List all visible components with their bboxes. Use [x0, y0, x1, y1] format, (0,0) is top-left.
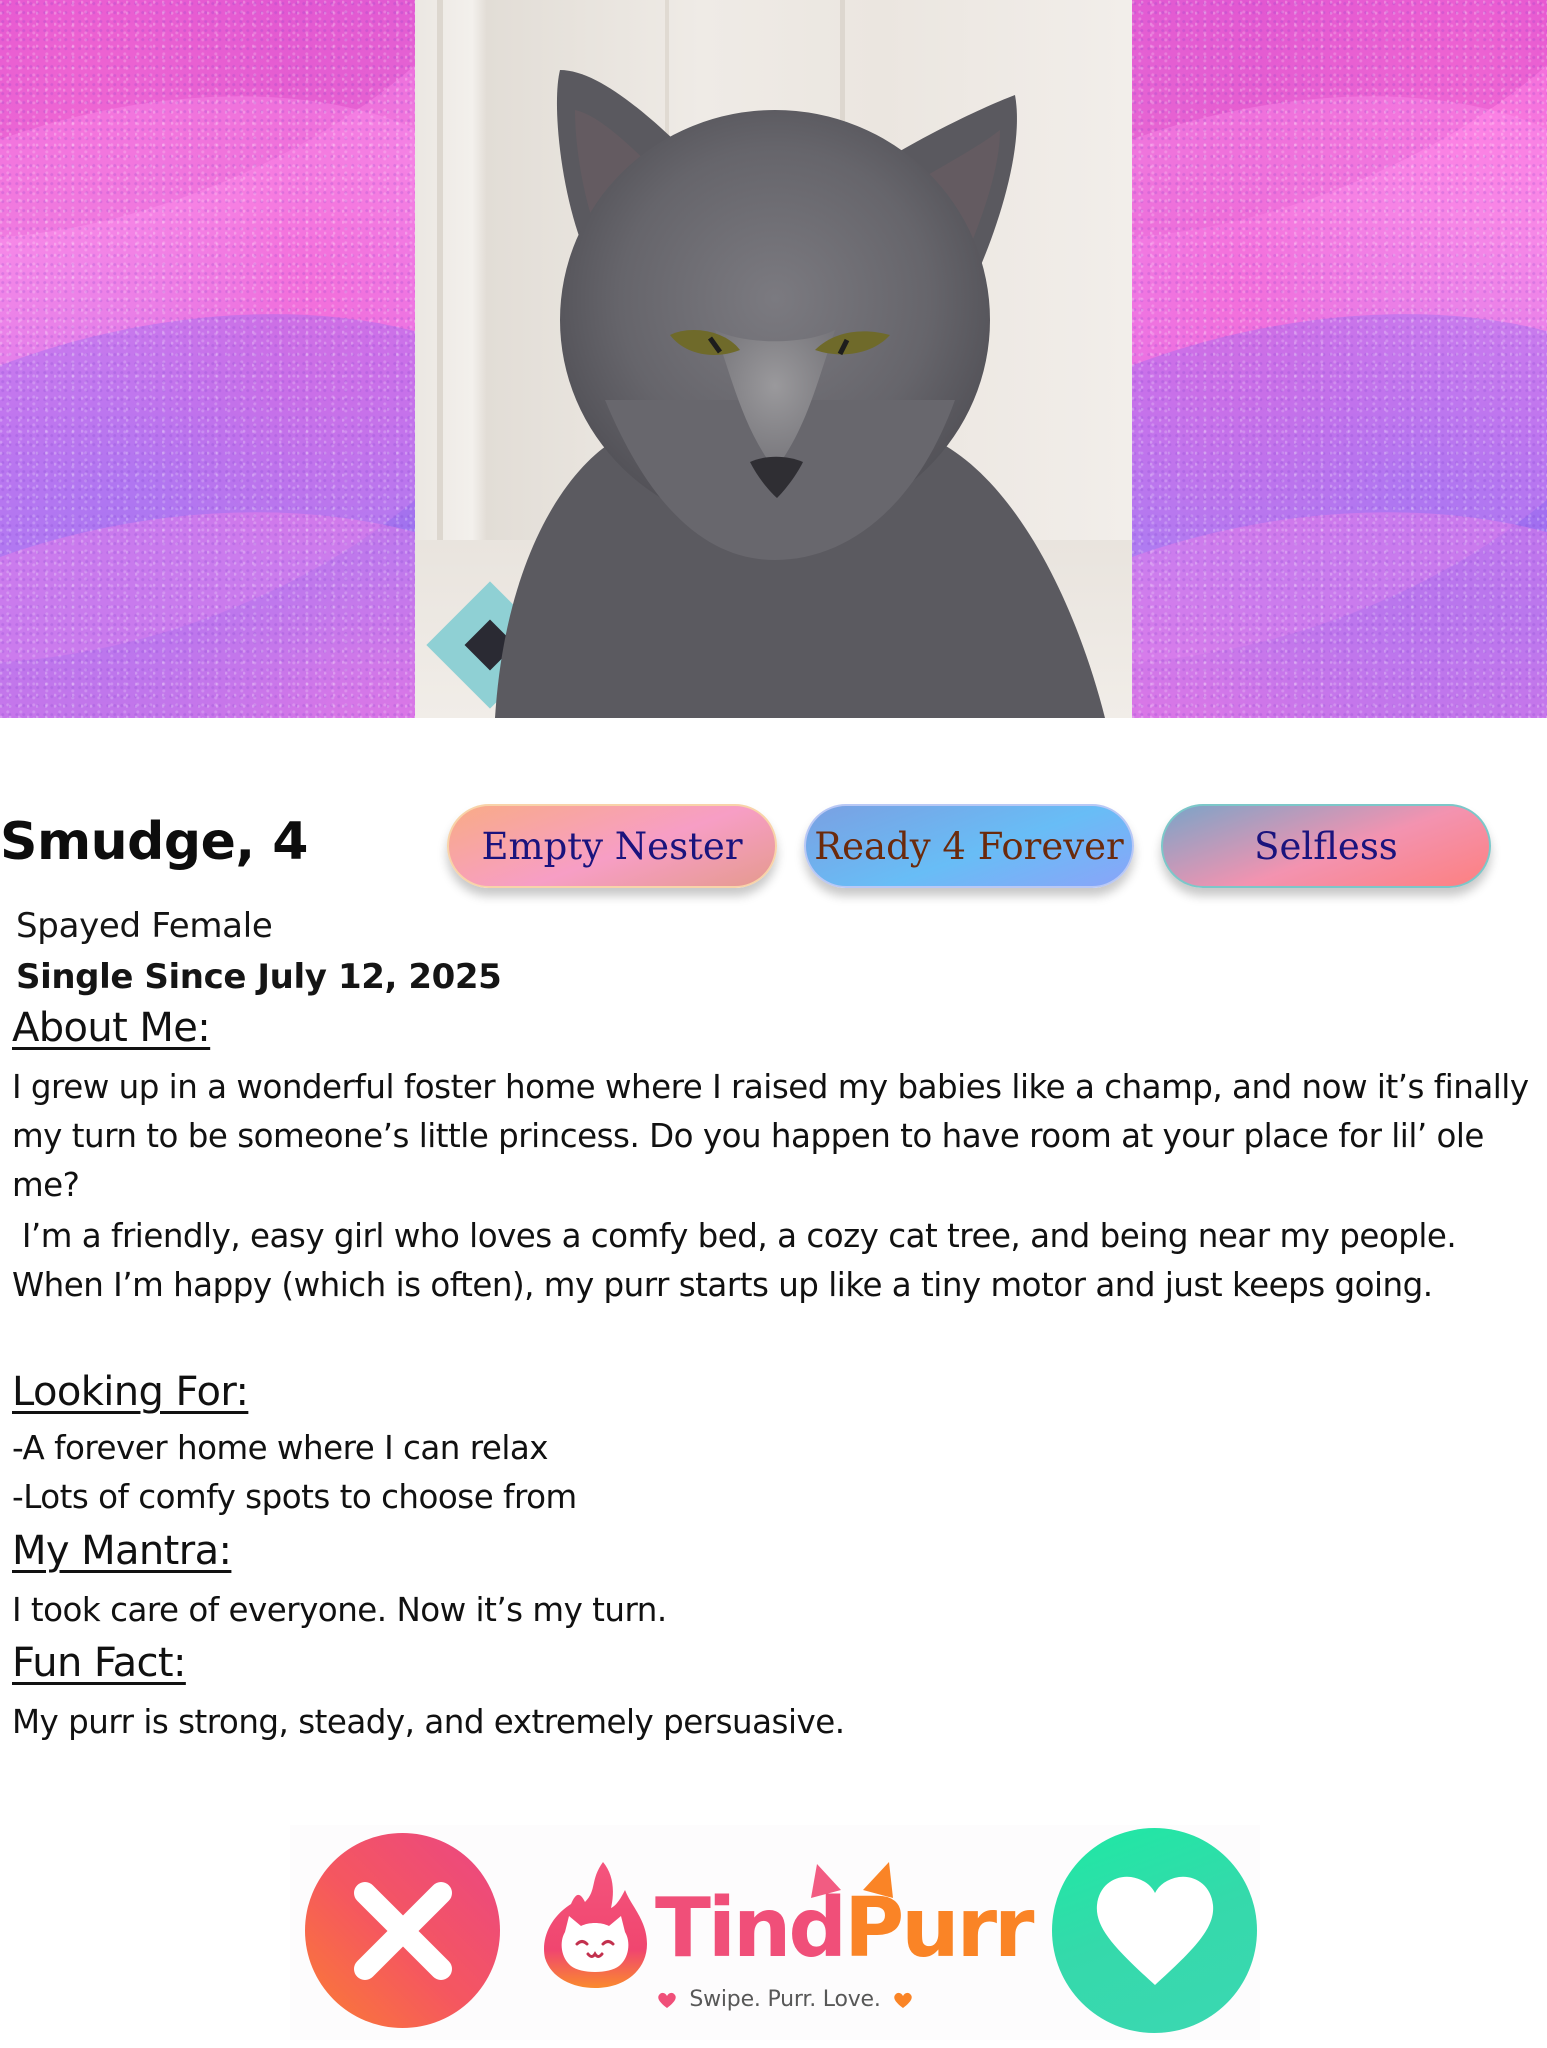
logo-tagline: Swipe. Purr. Love. [689, 1987, 881, 2012]
profile-name-age: Smudge, 4 [0, 812, 308, 872]
mantra-heading: My Mantra: [12, 1528, 232, 1574]
hero-banner [0, 0, 1547, 718]
looking-for-heading: Looking For: [12, 1369, 249, 1415]
heart-icon [1093, 1873, 1217, 1989]
nope-button[interactable] [305, 1833, 500, 2028]
heart-pink-icon [657, 1990, 677, 2010]
tag-selfless[interactable] [1161, 804, 1491, 888]
looking-for-list [12, 1424, 1542, 1522]
fun-fact-heading: Fun Fact: [12, 1640, 186, 1686]
heart-orange-icon [893, 1990, 913, 2010]
decorative-background-left [0, 0, 415, 718]
about-heading: About Me: [12, 1005, 211, 1051]
action-bar [290, 1825, 1260, 2040]
close-x-icon [343, 1871, 463, 1991]
logo-text-tind: Tind [655, 1881, 845, 1976]
flame-cat-icon [535, 1860, 655, 1990]
personality-tags [0, 804, 1547, 894]
tag-ready-4-forever[interactable] [804, 804, 1134, 888]
tag-label: Empty Nester [481, 824, 743, 868]
about-paragraph-1: I grew up in a wonderful foster home where I raised my babies like a champ, and now it’s finally my turn to be someone’s little princess. Do you happen to have room at your place for lil’ ole me? [12, 1068, 1529, 1204]
logo-text-purr: Purr [844, 1881, 1032, 1976]
logo-tagline-row [635, 1987, 935, 2012]
tag-label: Selfless [1254, 824, 1398, 868]
tag-label: Ready 4 Forever [814, 824, 1124, 868]
cat-illustration [415, 0, 1132, 718]
decorative-background-right [1132, 0, 1547, 718]
tag-empty-nester[interactable] [447, 804, 777, 888]
like-button[interactable] [1052, 1828, 1257, 2033]
profile-photo [415, 0, 1132, 718]
list-item: -A forever home where I can relax [12, 1429, 549, 1467]
profile-single-since: Single Since July 12, 2025 [16, 957, 502, 997]
profile-sex: Spayed Female [16, 906, 273, 946]
mantra-text: I took care of everyone. Now it’s my turn. [12, 1591, 667, 1629]
list-item: -Lots of comfy spots to choose from [12, 1478, 577, 1516]
logo-wordmark [655, 1881, 1032, 1976]
fun-fact-text: My purr is strong, steady, and extremely persuasive. [12, 1703, 845, 1741]
tindpurr-logo [535, 1860, 1032, 2025]
about-paragraph-2: I’m a friendly, easy girl who loves a comfy bed, a cozy cat tree, and being near my people. When I’m happy (which is often), my purr starts up like a tiny motor and just keeps going. [12, 1217, 1467, 1304]
